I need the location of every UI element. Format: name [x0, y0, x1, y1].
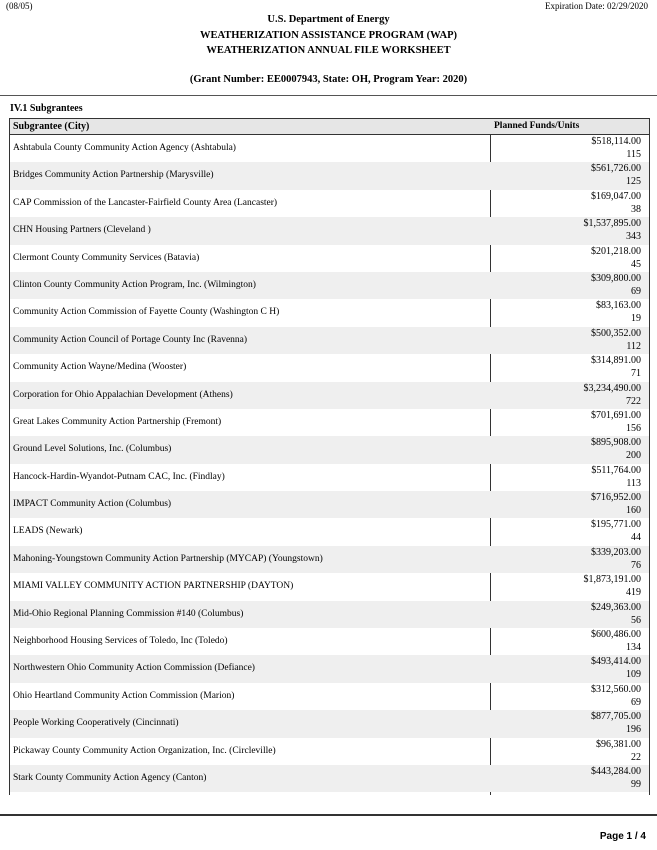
subgrantee-name: CHN Housing Partners (Cleveland ): [13, 225, 151, 236]
table-row: [10, 573, 649, 600]
planned-units: 160: [626, 505, 641, 517]
planned-units: 109: [626, 669, 641, 681]
subgrantee-name: Mid-Ohio Regional Planning Commission #140 (Columbus): [13, 608, 244, 619]
table-row: [10, 546, 649, 573]
subgrantee-name: Clinton County Community Action Program, Inc. (Wilmington): [13, 279, 256, 290]
table-row: [10, 436, 649, 463]
planned-funds: $701,691.00: [591, 409, 641, 421]
planned-funds: $600,486.00: [591, 629, 641, 641]
planned-funds: $443,284.00: [591, 765, 641, 777]
table-body: [10, 135, 649, 792]
planned-funds: $1,873,191.00: [583, 574, 641, 586]
table-row: [10, 601, 649, 628]
table-row: [10, 162, 649, 189]
table-row: [10, 299, 649, 326]
worksheet-title: WEATHERIZATION ANNUAL FILE WORKSHEET: [206, 45, 451, 56]
table-row: [10, 190, 649, 217]
subgrantee-name: Ashtabula County Community Action Agency (Ashtabula): [13, 143, 236, 153]
subgrantee-name: Community Action Commission of Fayette County (Washington C H): [13, 307, 280, 318]
planned-units: 112: [626, 340, 641, 352]
subgrantee-name: Ground Level Solutions, Inc. (Columbus): [13, 444, 172, 455]
table-row: [10, 245, 649, 272]
planned-funds: $169,047.00: [591, 190, 641, 202]
planned-units: 45: [631, 258, 641, 270]
planned-funds: $309,800.00: [591, 272, 641, 284]
planned-units: 343: [626, 231, 641, 243]
subgrantees-table: [9, 118, 650, 795]
planned-funds: $500,352.00: [591, 327, 641, 339]
planned-funds: $716,952.00: [591, 492, 641, 504]
subgrantee-name: Corporation for Ohio Appalachian Development (Athens): [13, 389, 233, 400]
table-row: [10, 217, 649, 244]
subgrantee-name: Pickaway County Community Action Organization, Inc. (Circleville): [13, 745, 276, 756]
header-divider: [0, 95, 657, 96]
planned-funds: $493,414.00: [591, 656, 641, 668]
planned-units: 76: [631, 559, 641, 571]
section-title: IV.1 Subgrantees: [10, 103, 83, 114]
planned-units: 99: [631, 778, 641, 790]
table-row: [10, 409, 649, 436]
planned-funds: $339,203.00: [591, 546, 641, 558]
subgrantee-name: Northwestern Ohio Community Action Commission (Defiance): [13, 663, 255, 674]
subgrantee-name: Mahoning-Youngstown Community Action Partnership (MYCAP) (Youngstown): [13, 553, 323, 564]
subgrantee-name: LEADS (Newark): [13, 526, 83, 537]
planned-funds: $518,114.00: [591, 136, 641, 147]
form-code: (08/05): [6, 1, 33, 11]
planned-units: 196: [626, 724, 641, 736]
planned-units: 156: [626, 422, 641, 434]
planned-funds: $3,234,490.00: [583, 382, 641, 394]
column-header-planned-funds: Planned Funds/Units: [494, 121, 580, 131]
table-row: [10, 491, 649, 518]
subgrantee-name: Stark County Community Action Agency (Canton): [13, 772, 207, 783]
subgrantee-name: Ohio Heartland Community Action Commission (Marion): [13, 690, 235, 701]
subgrantee-name: Community Action Council of Portage County Inc (Ravenna): [13, 334, 248, 345]
planned-units: 71: [631, 368, 641, 380]
subgrantee-name: Bridges Community Action Partnership (Marysville): [13, 170, 214, 181]
planned-units: 22: [631, 751, 641, 763]
planned-units: 44: [631, 532, 641, 544]
page-number: Page 1 / 4: [599, 831, 646, 842]
table-row: [10, 655, 649, 682]
table-row: [10, 518, 649, 545]
planned-units: 419: [626, 587, 641, 599]
planned-units: 69: [631, 696, 641, 708]
column-header-subgrantee: Subgrantee (City): [13, 121, 90, 132]
footer-divider: [0, 814, 657, 816]
planned-units: 69: [631, 285, 641, 297]
subgrantee-name: IMPACT Community Action (Columbus): [13, 499, 172, 510]
planned-units: 115: [626, 149, 641, 160]
planned-funds: $895,908.00: [591, 437, 641, 449]
planned-funds: $195,771.00: [591, 519, 641, 531]
department-title: U.S. Department of Energy: [267, 14, 390, 25]
subgrantee-name: Neighborhood Housing Services of Toledo, Inc (Toledo): [13, 636, 228, 647]
planned-funds: $96,381.00: [596, 738, 641, 750]
table-row: [10, 628, 649, 655]
planned-units: 722: [626, 395, 641, 407]
table-row: [10, 135, 649, 162]
planned-funds: $1,537,895.00: [583, 218, 641, 230]
table-header: [10, 118, 649, 135]
planned-funds: $312,560.00: [591, 683, 641, 695]
subgrantee-name: CAP Commission of the Lancaster-Fairfield County Area (Lancaster): [13, 197, 278, 208]
table-row: [10, 354, 649, 381]
planned-funds: $201,218.00: [591, 245, 641, 257]
table-row: [10, 765, 649, 792]
planned-units: 125: [626, 176, 641, 188]
table-row: [10, 738, 649, 765]
planned-units: 200: [626, 450, 641, 462]
subgrantee-name: Hancock-Hardin-Wyandot-Putnam CAC, Inc. (Findlay): [13, 471, 225, 482]
table-row: [10, 710, 649, 737]
planned-funds: $561,726.00: [591, 163, 641, 175]
planned-funds: $249,363.00: [591, 601, 641, 613]
subgrantee-name: Community Action Wayne/Medina (Wooster): [13, 362, 187, 373]
planned-units: 19: [631, 313, 641, 325]
planned-funds: $314,891.00: [591, 355, 641, 367]
subgrantee-name: MIAMI VALLEY COMMUNITY ACTION PARTNERSHIP (DAYTON): [13, 581, 294, 592]
planned-funds: $83,163.00: [596, 300, 641, 312]
subgrantee-name: People Working Cooperatively (Cincinnati): [13, 718, 179, 729]
table-row: [10, 382, 649, 409]
table-row: [10, 327, 649, 354]
planned-units: 113: [626, 477, 641, 489]
planned-units: 56: [631, 614, 641, 626]
table-row: [10, 464, 649, 491]
planned-units: 134: [626, 642, 641, 654]
expiration-date: Expiration Date: 02/29/2020: [545, 1, 648, 11]
planned-units: 38: [631, 203, 641, 215]
program-title: WEATHERIZATION ASSISTANCE PROGRAM (WAP): [200, 30, 457, 41]
subgrantee-name: Clermont County Community Services (Batavia): [13, 252, 200, 263]
table-row: [10, 272, 649, 299]
subgrantee-name: Great Lakes Community Action Partnership (Fremont): [13, 416, 222, 427]
planned-funds: $511,764.00: [591, 464, 641, 476]
table-row: [10, 683, 649, 710]
planned-funds: $877,705.00: [591, 711, 641, 723]
grant-line: (Grant Number: EE0007943, State: OH, Program Year: 2020): [189, 74, 468, 85]
